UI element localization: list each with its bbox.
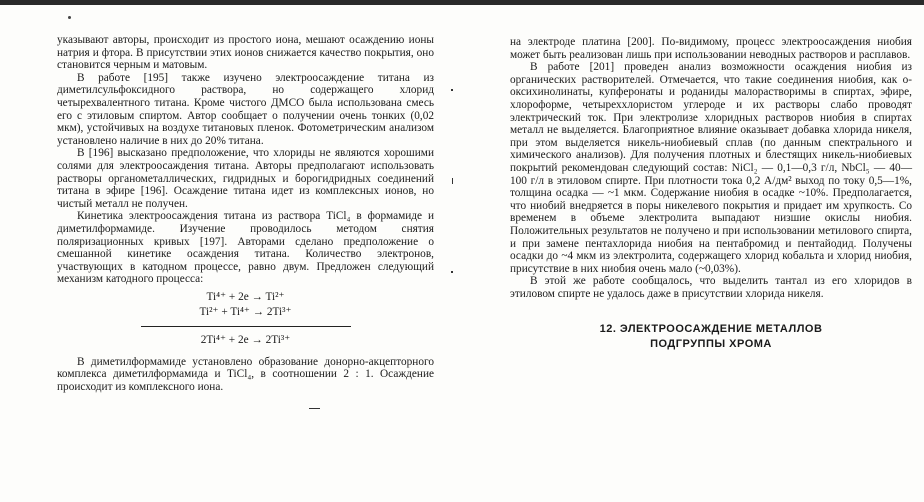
- right-paragraph-2: В работе [201] проведен анализ возможности осаждения ниобия из органических растворителей. Отмечается, что такие соединения ниобия, как о-оксихинолинаты, купферонаты и роданиды малорастворимы в спиртах, эфире, хлороформе, четыреххлористом углероде и их растворы слабо проводят электрический ток. При электролизе хлоридных растворов ниобия в спиртах металл не выделяется. Благоприятное влияние оказывает добавка хлорида никеля, при этом выделяется никель-ниобиевый сплав (по данным спектрального и химического анализов). Для получения плотных и блестящих никель-ниобиевых покрытий рекомендован следующий состав: NiCl₂ — 0,1—0,3 г/л, NbCl₅ — 40—100 г/л в этиловом спирте. При плотности тока 0,2 А/дм² выход по току 0,5—1%, толщина осадка — ~1 мкм. Содержание ниобия в осадке ~10%. Предполагается, что ниобий внедряется в поры никелевого покрытия и придает им хрупкость. Со временем в объеме электролита выпадают низшие окислы ниобия. Положительных результатов не получено и при использовании метилового спирта, и при замене пентахлорида ниобия на пентабромид и пентайодид. Получены осадки до ~4 мкм из электролита, содержащего хлорид кобальта и хлорид ниобия, присутствие в них ниобия очень мало (~0,03%).: [510, 61, 912, 275]
- left-paragraph-1: указывают авторы, происходит из простого иона, мешают осаждению ионы натрия и фтора. В присутствии этих ионов снижается качество покрытия, оно становится черным и матовым.: [57, 34, 434, 72]
- section-heading-line-1: 12. ЭЛЕКТРООСАЖДЕНИЕ МЕТАЛЛОВ: [599, 323, 823, 336]
- sum-line: [141, 326, 351, 327]
- right-paragraph-3: В этой же работе сообщалось, что выделить тантал из его хлоридов в этиловом спирте не удалось даже в присутствии хлорида никеля.: [510, 275, 912, 300]
- scan-speck: [68, 16, 71, 19]
- reaction-sum: 2Ti⁴⁺ + 2e → 2Ti³⁺: [200, 333, 291, 346]
- scan-speck: [452, 178, 453, 184]
- scan-top-border: [0, 0, 924, 5]
- section-heading-line-2: ПОДГРУППЫ ХРОМА: [650, 338, 772, 351]
- left-paragraph-5: В диметилформамиде установлено образование донорно-акцепторного комплекса диметилформамида и TiCl₄, в соотношении 2 : 1. Осаждение происходит из комплексного иона.: [57, 355, 434, 394]
- reaction-mechanism: [57, 290, 434, 348]
- scan-speck: [451, 271, 453, 273]
- left-paragraph-2: В работе [195] также изучено электроосаждение титана из диметилсульфоксидного раствора, но содержащего хлорид четырехвалентного титана. Кроме чистого ДМСО была использована смесь его с этиловым спиртом. Автор сообщает о получении очень тонких (0,02 мкм), устойчивых на воздухе титановых пленок. Фотометрическим анализом установлено наличие в них до 20% титана.: [57, 71, 434, 147]
- left-paragraph-4: Кинетика электроосаждения титана из раствора TiCl₄ в формамиде и диметилформамиде. Изучение проводилось методом снятия поляризационных кривых [197]. Авторами сделано предположение о смешанной кинетике осаждения титана. Количество электронов, участвующих в катодном процессе, равно двум. Предложен следующий механизм катодного процесса:: [57, 210, 434, 286]
- left-paragraph-3: В [196] высказано предположение, что хлориды не являются хорошими солями для электроосаждения титана. Авторы предполагают использовать растворы органометаллических, гидридных и борогидридных соединений титана в эфире [196]. Осаждение титана идет из комплексных ионов, но чистый металл не получен.: [57, 147, 434, 210]
- right-paragraph-1: на электроде платина [200]. По-видимому, процесс электроосаждения ниобия может быть реализован лишь при использовании неводных растворов и расплавов.: [510, 36, 912, 61]
- reaction-step-2: Ti²⁺ + Ti⁴⁺ → 2Ti³⁺: [199, 305, 292, 318]
- right-page: [510, 36, 912, 352]
- left-page: [57, 34, 434, 394]
- scan-dash: [309, 408, 320, 409]
- section-heading: [510, 322, 912, 352]
- scan-speck: [451, 89, 453, 91]
- reaction-step-1: Ti⁴⁺ + 2e → Ti²⁺: [206, 290, 285, 303]
